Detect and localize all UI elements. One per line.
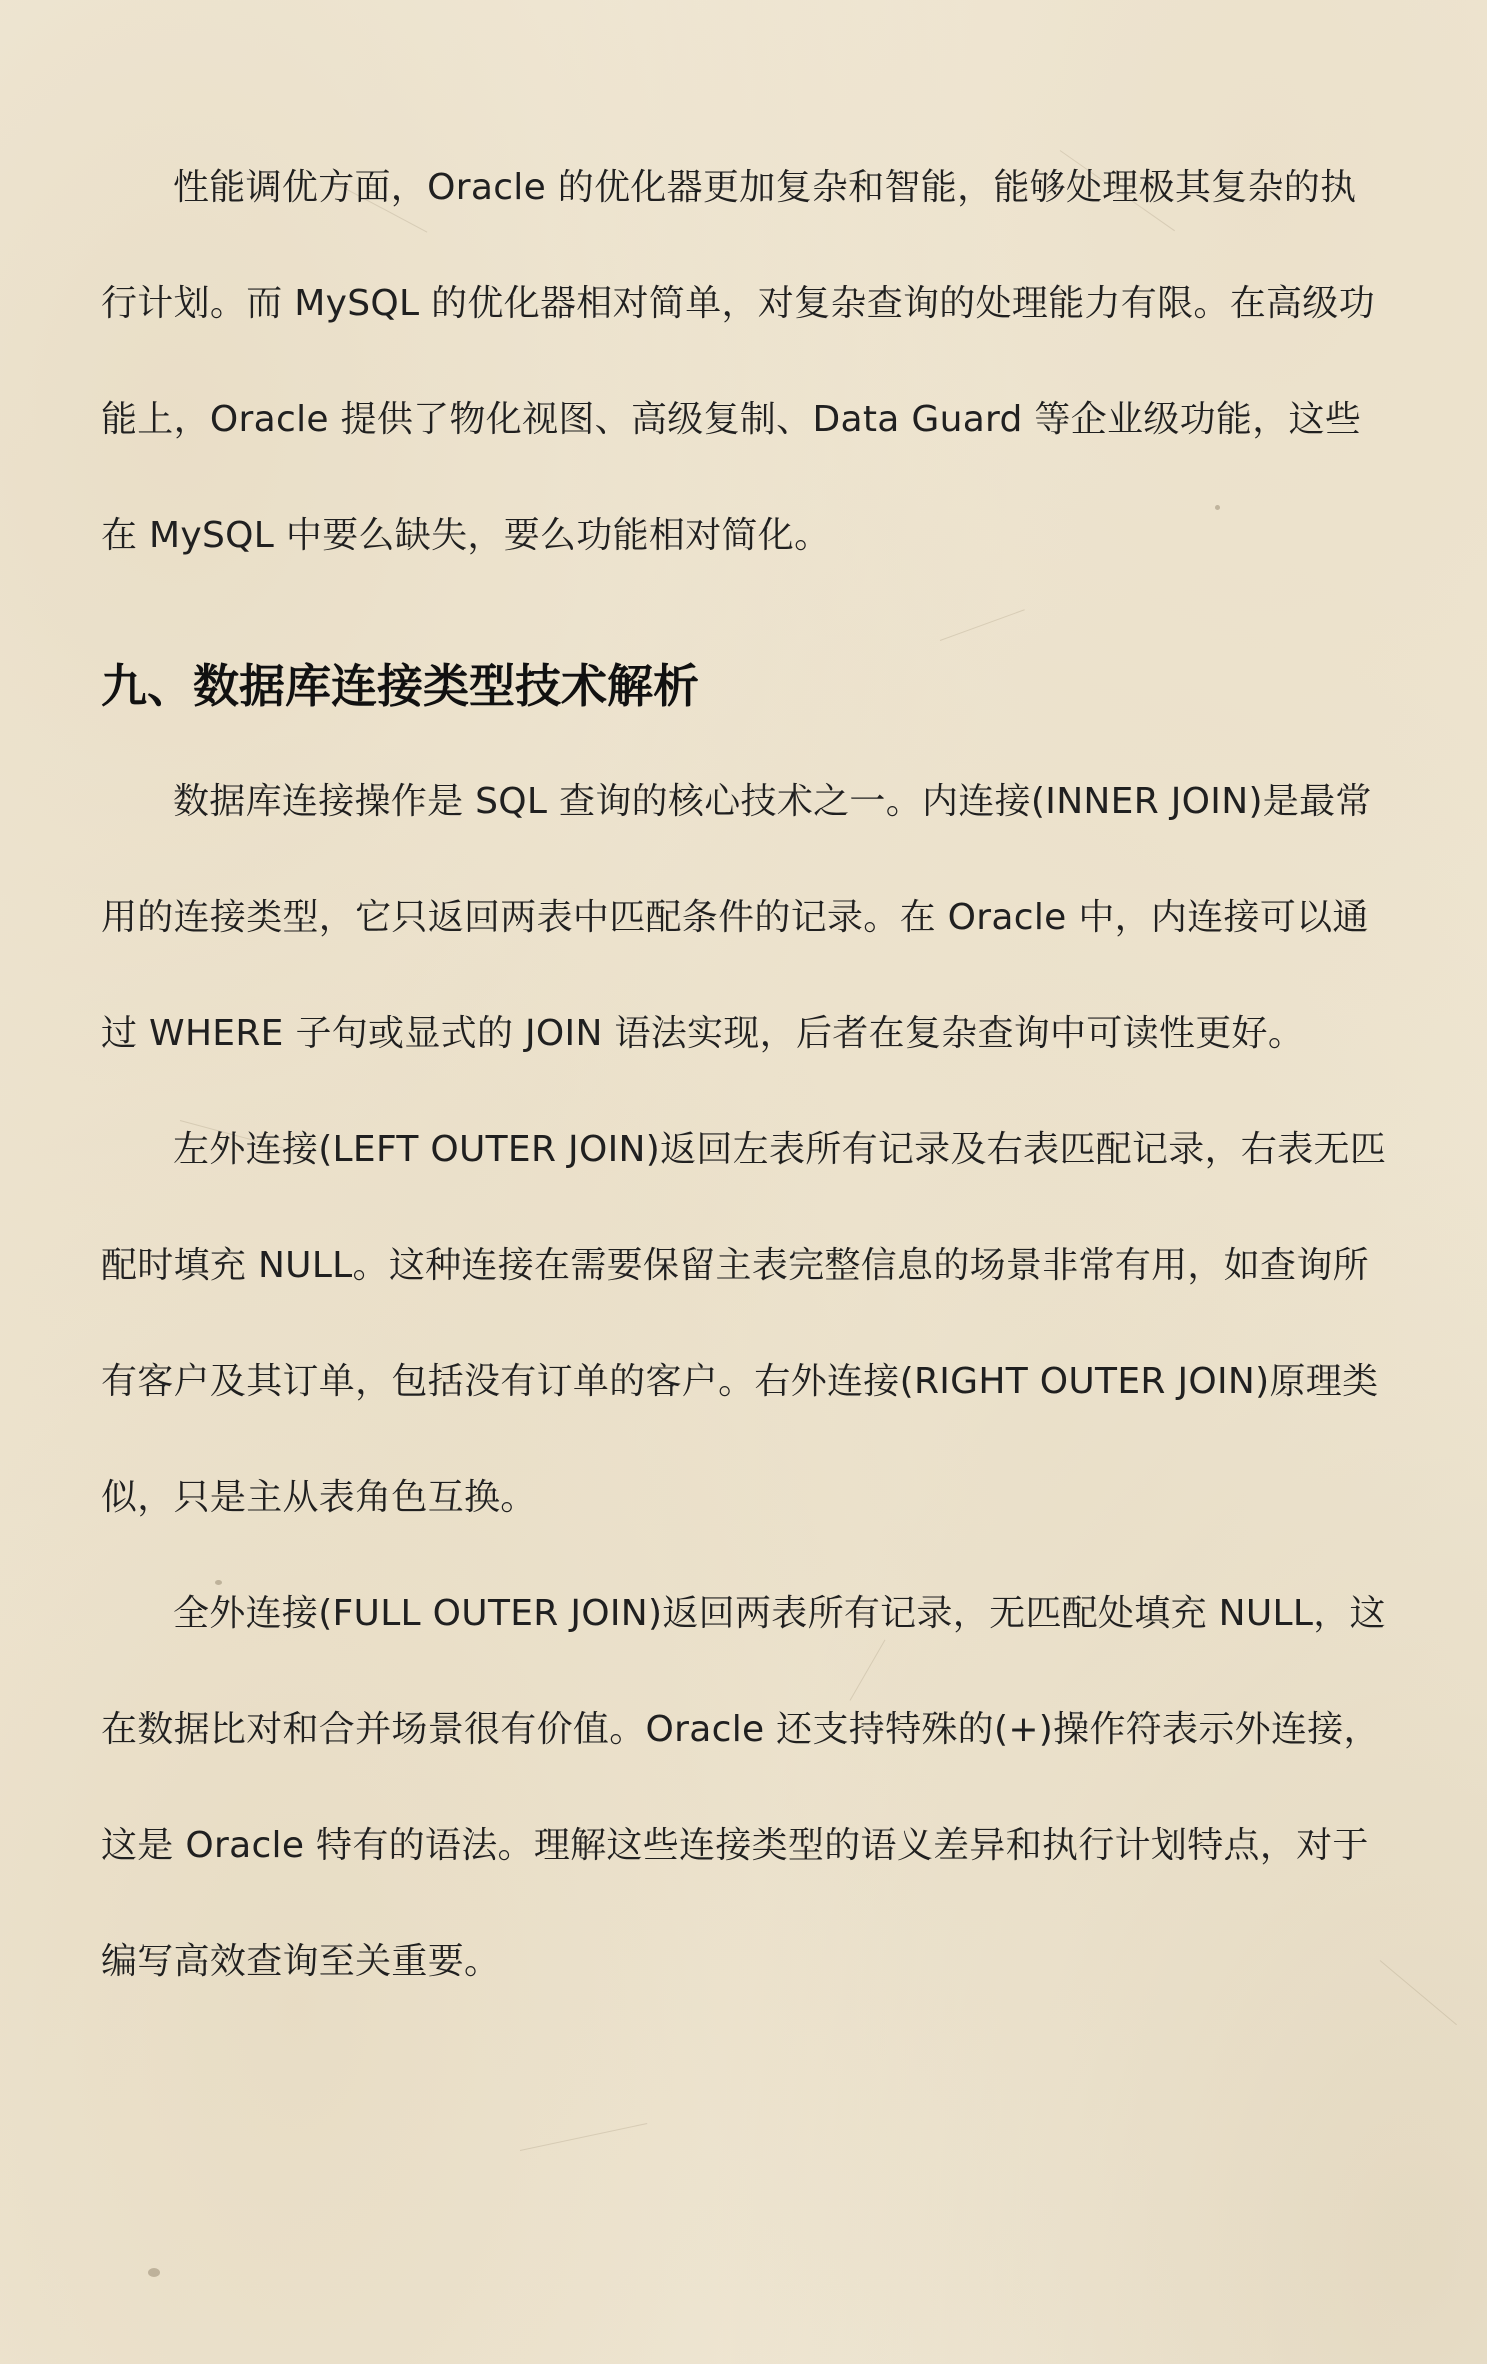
paper-speck	[148, 2268, 160, 2277]
section-heading: 九、数据库连接类型技术解析	[101, 659, 699, 713]
paragraph-inner-join: 数据库连接操作是 SQL 查询的核心技术之一。内连接(INNER JOIN)是最常用的连接类型，它只返回两表中匹配条件的记录。在 Oracle 中，内连接可以通过 WHERE 子句或显式的 JOIN 语法实现，后者在复杂查询中可读性更好。	[101, 781, 1372, 1054]
paragraph-full-outer-join: 全外连接(FULL OUTER JOIN)返回两表所有记录，无匹配处填充 NULL，这在数据比对和合并场景很有价值。Oracle 还支持特殊的(+)操作符表示外连接，这是 Oracle 特有的语法。理解这些连接类型的语义差异和执行计划特点，对于编写高效查询至关重要。	[101, 1593, 1386, 1982]
paragraph-outer-join: 左外连接(LEFT OUTER JOIN)返回左表所有记录及右表匹配记录，右表无匹配时填充 NULL。这种连接在需要保留主表完整信息的场景非常有用，如查询所有客户及其订单，包括没有订单的客户。右外连接(RIGHT OUTER JOIN)原理类似，只是主从表角色互换。	[101, 1129, 1387, 1518]
intro-paragraph: 性能调优方面，Oracle 的优化器更加复杂和智能，能够处理极其复杂的执行计划。而 MySQL 的优化器相对简单，对复杂查询的处理能力有限。在高级功能上，Oracle 提供了物化视图、高级复制、Data Guard 等企业级功能，这些在 MySQL 中要么缺失，要么功能相对简化。	[101, 167, 1375, 556]
paper-fiber	[520, 2123, 647, 2151]
paper-fiber	[1380, 1960, 1457, 2025]
document-page	[101, 130, 1391, 2020]
